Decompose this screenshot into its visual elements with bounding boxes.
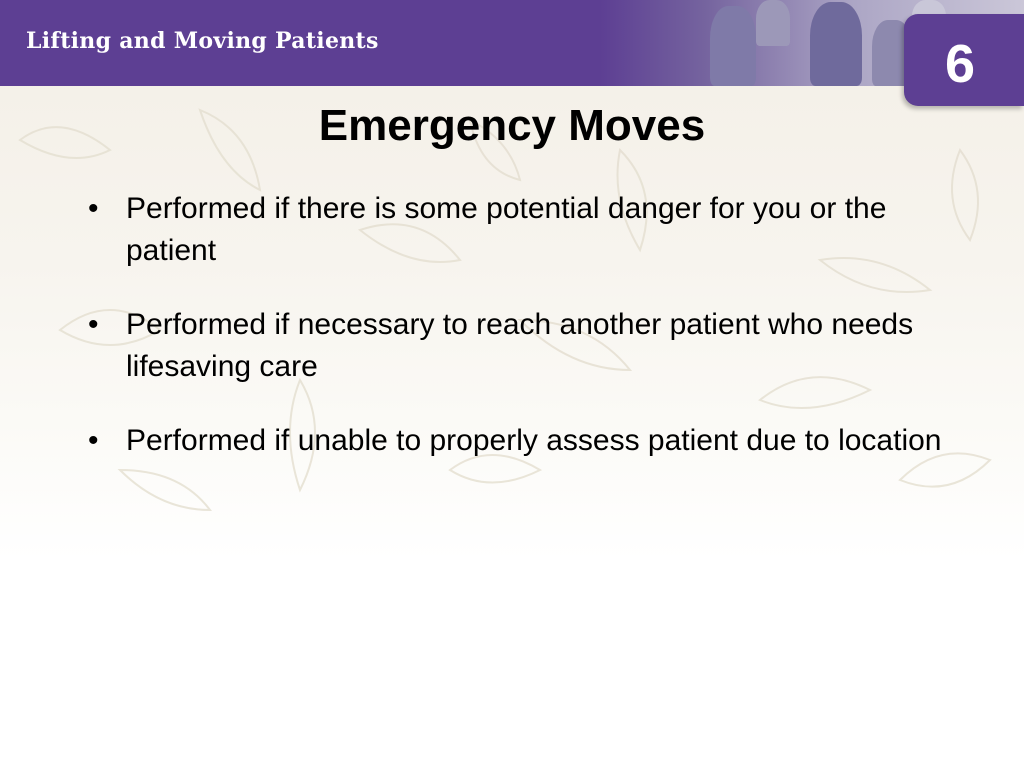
bullet-icon: • bbox=[88, 308, 99, 341]
bullet-text: Performed if there is some potential danger for you or the patient bbox=[126, 192, 887, 267]
bullet-text: Performed if necessary to reach another patient who needs lifesaving care bbox=[126, 308, 914, 383]
bullet-item bbox=[86, 304, 946, 388]
bullet-icon: • bbox=[88, 424, 99, 457]
slide-title: Emergency Moves bbox=[318, 101, 706, 150]
bullet-icon: • bbox=[88, 192, 99, 225]
header-bar bbox=[0, 0, 1024, 86]
header-title: Lifting and Moving Patients bbox=[26, 28, 379, 54]
bullet-list bbox=[86, 188, 946, 494]
bullet-item bbox=[86, 420, 946, 462]
bullet-text: Performed if unable to properly assess patient due to location bbox=[126, 424, 942, 457]
bullet-item bbox=[86, 188, 946, 272]
chapter-number: 6 bbox=[944, 34, 976, 94]
chapter-tab bbox=[904, 14, 1024, 106]
